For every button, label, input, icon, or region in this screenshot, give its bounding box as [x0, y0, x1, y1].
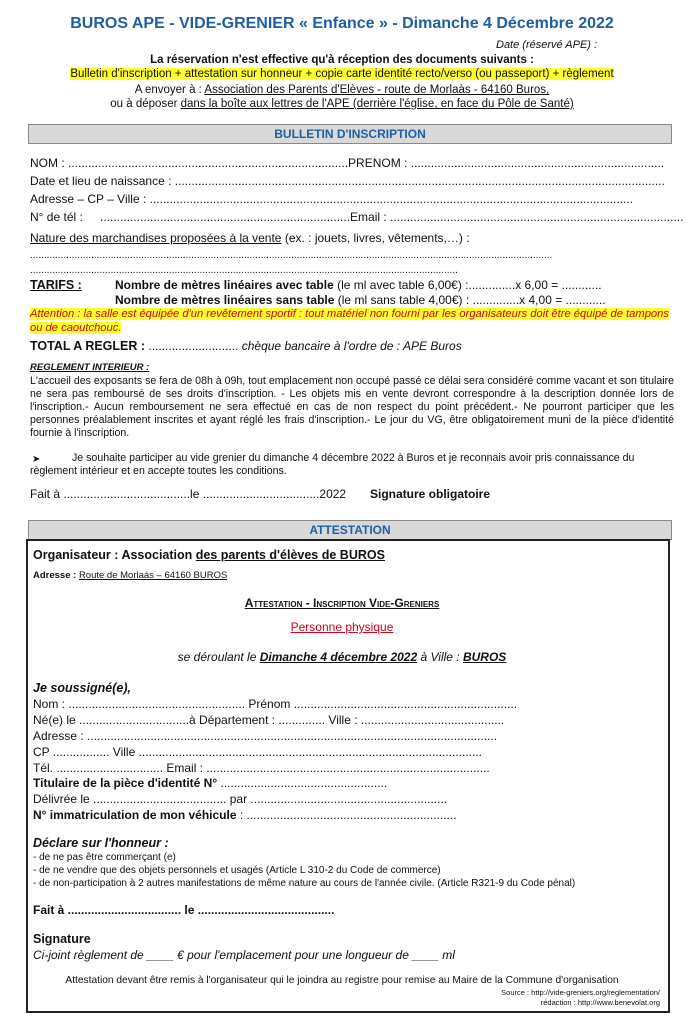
tel-label: N° de tél :	[30, 210, 83, 224]
send-prefix: A envoyer à :	[134, 84, 205, 96]
nature-line-2[interactable]: ..........................................................................................................................................................	[30, 265, 458, 276]
attention-text: Attention : la salle est équipée d'un revêtement sportif : tout matériel non fourni par les organisateurs doit être équipé de tampons ou de caoutchouc.	[30, 308, 669, 334]
organisateur-adresse	[33, 570, 227, 581]
soussigne-label: Je soussigné(e),	[33, 681, 131, 695]
participation-statement: Je souhaite participer au vide grenier du dimanche 4 décembre 2022 à Buros et je reconnais avoir pris connaissance du règlement intérieur et en accepte toutes les conditions.	[30, 452, 635, 477]
att-naissance-field[interactable]: Né(e) le .................................à Département : .............. Ville : ...........................................	[33, 713, 505, 727]
organisateur-prefix: Organisateur : Association	[33, 548, 196, 562]
nature-line-1[interactable]: ............................................................................................................................................................................................	[30, 250, 553, 261]
att-signature-label: Signature	[33, 932, 91, 946]
tarif-avec-table[interactable]	[115, 278, 602, 292]
att-cp-ville-field[interactable]: CP ................. Ville .......................................................................................................	[33, 745, 482, 759]
adresse-prefix: Adresse :	[33, 570, 79, 581]
nature-title: Nature des marchandises proposées à la vente	[30, 231, 282, 245]
declare-item: - de ne pas être commerçant (e)	[33, 852, 176, 863]
tarif1-rest: (le ml avec table 6,00€) :..............x 6,00 = ............	[333, 278, 602, 292]
tarif1-label: Nombre de mètres linéaires avec table	[115, 278, 334, 292]
att-immat-field[interactable]	[33, 808, 457, 822]
titulaire-line: ..................................................	[217, 776, 388, 790]
organisateur	[33, 548, 385, 562]
arrow-bullet: ➤	[32, 454, 41, 465]
adresse-value: Route de Morlaàs – 64160 BUROS	[78, 570, 228, 581]
total-dots: ...........................	[145, 339, 242, 353]
titulaire-label: Titulaire de la pièce d'identité N°	[33, 776, 218, 790]
deposit-place-value: dans la boîte aux lettres de l'APE (derrière l'église, en face du Pôle de Santé)	[180, 98, 574, 110]
naissance-field[interactable]: Date et lieu de naissance : ...................................................................................................................................................	[30, 174, 665, 188]
date-reserve-label: Date (réservé APE) :	[496, 39, 598, 51]
adresse-field[interactable]: Adresse – CP – Ville : .................................................................................................................................................	[30, 192, 634, 206]
att-nom-prenom-field[interactable]: Nom : ..................................................... Prénom ...................................................................	[33, 697, 518, 711]
deposit-place	[0, 98, 684, 110]
nom-prenom-field[interactable]: NOM : ....................................................................................PRENOM : ............................................................................	[30, 156, 665, 170]
personne-physique: Personne physique	[290, 620, 394, 634]
nature-label	[30, 231, 470, 245]
att-fait-a-field[interactable]: Fait à .................................. le .........................................	[33, 903, 335, 917]
signature-obligatoire: Signature obligatoire	[370, 487, 491, 501]
nature-example: (ex. : jouets, livres, vêtements,…) :	[281, 231, 470, 245]
page-title: BUROS APE - VIDE-GRENIER « Enfance » - Dimanche 4 Décembre 2022	[70, 15, 614, 32]
tarif2-rest: (le ml sans table 4,00€) : ..............x 4,00 = ............	[334, 293, 606, 307]
redaction-credit: rédaction : http://www.benevolat.org	[540, 998, 660, 1007]
att-reglement-line[interactable]: Ci-joint règlement de ____ € pour l'emplacement pour une longueur de ____ ml	[33, 948, 455, 962]
documents-highlight: Bulletin d'inscription + attestation sur honneur + copie carte identité recto/verso (ou passeport) + règlement	[70, 68, 614, 80]
reservation-notice: La réservation n'est effective qu'à réception des documents suivants :	[150, 54, 534, 66]
deroulant-line	[0, 650, 684, 664]
declare-item: - de non-participation à 2 autres manifestations de même nature au cours de l'année civile. (Article R321-9 du Code pénal)	[33, 878, 576, 889]
total-field[interactable]	[30, 339, 462, 353]
organisateur-name: des parents d'élèves de BUROS	[195, 548, 385, 562]
bulletin-section-header: BULLETIN D'INSCRIPTION	[28, 124, 672, 144]
deroulant-date: Dimanche 4 décembre 2022	[259, 650, 418, 664]
deroulant-mid: à Ville :	[417, 650, 463, 664]
deroulant-prefix: se déroulant le	[177, 650, 260, 664]
deroulant-ville: BUROS	[462, 650, 507, 664]
attention-notice	[30, 307, 675, 335]
deposit-prefix: ou à déposer	[110, 98, 181, 110]
tarif-sans-table[interactable]	[115, 293, 606, 307]
att-tel-email-field[interactable]: Tél. ................................ Email : .....................................................................................	[33, 761, 490, 775]
tarifs-label: TARIFS :	[30, 278, 82, 292]
attestation-section-header: ATTESTATION	[28, 520, 672, 540]
reglement-title: REGLEMENT INTERIEUR :	[30, 362, 150, 373]
tarif2-label: Nombre de mètres linéaires sans table	[115, 293, 335, 307]
immat-line: : ...............................................................	[236, 808, 457, 822]
att-delivree-field[interactable]: Délivrée le ........................................ par ...........................................................	[33, 792, 448, 806]
declare-item: - de ne vendre que des objets personnels et usagés (Article L 310-2 du Code de commerce)	[33, 865, 441, 876]
reglement-text: L'accueil des exposants se fera de 08h à 09h, tout emplacement non occupé passé ce délai sera considéré comme vacant et son titulaire ne sera pas remboursé de ses droits d'inscription. - Les objets mis en vente devront correspondre à la description donnée lors de l'inscription.- Aucun remboursement ne sera effectué en cas de non respect du point précédent.- Ne pourront participer que les personnes préalablement inscrites et ayant réglé les frais d'inscription.- Le jour du VG, être obligatoirement muni de la pièce d'identité fournie à l'inscription.	[30, 375, 674, 439]
source-credit: Source : http://vide-greniers.org/reglementation/	[501, 988, 660, 997]
send-address	[0, 84, 684, 96]
att-titulaire-field[interactable]	[33, 776, 387, 790]
fait-a-field[interactable]: Fait à ......................................le ...................................2022	[30, 487, 347, 501]
send-address-value: Association des Parents d'Elèves - route de Morlaàs - 64160 Buros,	[204, 84, 550, 96]
attestation-title: Attestation - Inscription Vide-Greniers	[244, 596, 440, 610]
immat-label: N° immatriculation de mon véhicule	[33, 808, 237, 822]
total-note: chèque bancaire à l'ordre de : APE Buros	[241, 339, 462, 353]
documents-required	[0, 68, 684, 80]
declare-label: Déclare sur l'honneur :	[33, 836, 169, 850]
att-adresse-field[interactable]: Adresse : ...........................................................................................................................	[33, 729, 498, 743]
total-label: TOTAL A REGLER :	[30, 339, 146, 353]
tel-email-field[interactable]: ...........................................................................Email : ........................................................................................	[100, 210, 684, 224]
remise-notice: Attestation devant être remis à l'organisateur qui le joindra au registre pour remise au Maire de la Commune d'organisation	[65, 975, 619, 986]
